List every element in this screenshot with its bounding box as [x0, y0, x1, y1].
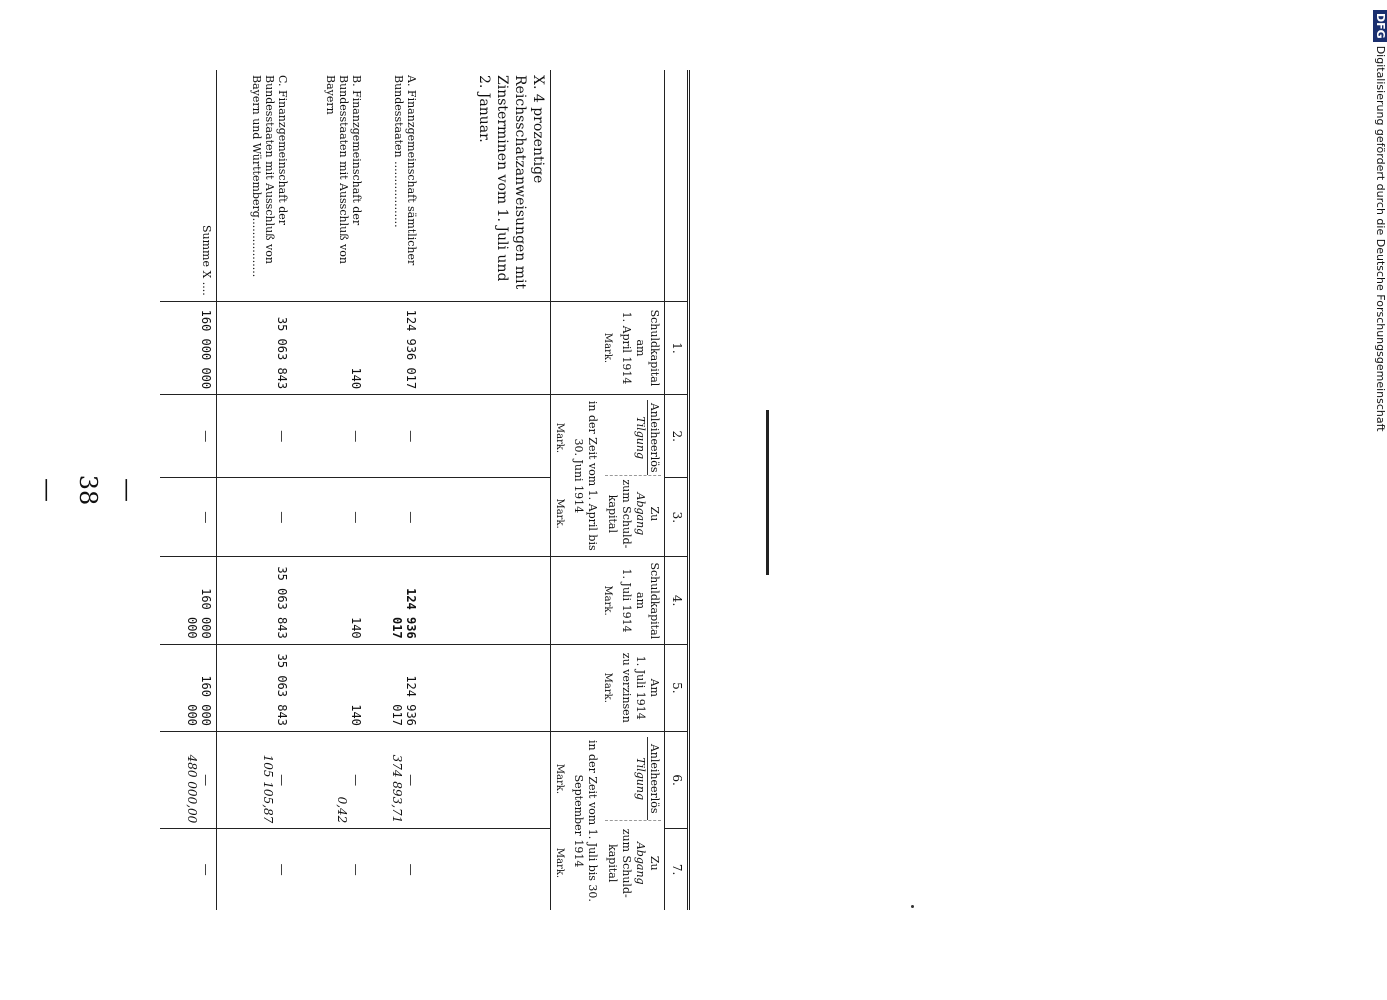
sum-c7: —: [160, 829, 217, 910]
cell-c4: 140: [292, 557, 366, 644]
cell-c6: — 374 893,71: [366, 731, 422, 828]
cell-c5: 140: [292, 644, 366, 731]
col-number-2: 2.: [665, 395, 689, 478]
cell-c2: —: [366, 395, 422, 478]
col-number-7: 7.: [665, 829, 689, 910]
table-row: [366, 70, 422, 910]
col-number-1: 1.: [665, 301, 689, 394]
section-title: X. 4 prozentige Reichsschatzanweisungen mit Zinsterminen vom 1. Juli und 2. Januar.: [476, 75, 546, 290]
header-col6-7: Anleiheerlös Tilgung Zu Abgang zum Schuld- kapital in der Zeit vom 1. Juli bis 30. September 1914 Mark. Mark.: [551, 731, 665, 910]
col-number-3: 3.: [665, 478, 689, 557]
cell-c1: 140: [292, 301, 366, 394]
dfg-credit-text: Digitalisierung gefördert durch die Deutsche Forschungsgemeinschaft: [1374, 45, 1387, 432]
sum-c6: — 480 000,00: [160, 731, 217, 828]
sum-c1: 160 000 000: [160, 301, 217, 394]
header-period-jul-sep: in der Zeit vom 1. Juli bis 30. September 1914: [572, 739, 599, 902]
col-number-4: 4.: [665, 557, 689, 644]
col2-bottom: Tilgung: [634, 400, 648, 475]
sum-label: Summe X ....: [200, 224, 214, 296]
cell-c7: —: [292, 829, 366, 910]
cell-c2: —: [217, 395, 292, 478]
cell-c3: —: [217, 478, 292, 557]
sum-c2: —: [160, 395, 217, 478]
cell-c7: —: [217, 829, 292, 910]
cell-c1: 124 936 017: [366, 301, 422, 394]
sum-row: [160, 70, 217, 910]
table-region: [160, 70, 1000, 902]
header-col1: Schuldkapital am 1. April 1914 Mark.: [551, 301, 665, 394]
cell-c5: 124 936 017: [366, 644, 422, 731]
cell-c4: 35 063 843: [217, 557, 292, 644]
header-col4: Schuldkapital am 1. Juli 1914 Mark.: [551, 557, 665, 644]
cell-c5: 35 063 843: [217, 644, 292, 731]
dfg-logo: DFG: [1373, 10, 1387, 42]
header-col5: Am 1. Juli 1914 zu verzinsen Mark.: [551, 644, 665, 731]
row-label-header: [665, 70, 689, 301]
sum-c3: —: [160, 478, 217, 557]
dfg-stamp: [1373, 10, 1387, 432]
paper-speck: [911, 905, 914, 908]
header-col2-3: Anleiheerlös Tilgung Zu Abgang zum Schuld- kapital in der Zeit vom 1. April bis 30. Juni 1914 Mark. Mark.: [551, 395, 665, 557]
end-rule: [766, 410, 769, 575]
cell-c6: — 0,42: [292, 731, 366, 828]
section-title-row: [421, 70, 550, 910]
col6-top: Anleiheerlös: [648, 743, 661, 814]
cell-c4: 124 936 017: [366, 557, 422, 644]
sum-c5: 160 000 000: [160, 644, 217, 731]
cell-c1: 35 063 843: [217, 301, 292, 394]
row-label: B. Finanzgemeinschaft der Bundesstaaten mit Ausschluß von Bayern: [323, 75, 363, 264]
col-number-5: 5.: [665, 644, 689, 731]
sum-c4: 160 000 000: [160, 557, 217, 644]
col2-top: Anleiheerlös: [648, 402, 661, 473]
table-row: [292, 70, 366, 910]
col6-bottom: Tilgung: [634, 737, 648, 821]
cell-c3: —: [292, 478, 366, 557]
table-row: [217, 70, 292, 910]
cell-c7: —: [366, 829, 422, 910]
header-period-apr-jun: in der Zeit vom 1. April bis 30. Juni 1914: [572, 400, 599, 551]
debt-table: [160, 70, 690, 910]
col-number-6: 6.: [665, 731, 689, 828]
cell-c2: —: [292, 395, 366, 478]
cell-c6: — 105 105,87: [217, 731, 292, 828]
blank-header-cell: [551, 70, 665, 301]
page-number: — 38 —: [34, 474, 142, 506]
row-label: A. Finanzgemeinschaft sämtlicher Bundesstaaten ...................: [392, 75, 419, 266]
cell-c3: —: [366, 478, 422, 557]
row-label: C. Finanzgemeinschaft der Bundesstaaten mit Ausschluß von Bayern und Württemberg.................: [249, 75, 289, 278]
